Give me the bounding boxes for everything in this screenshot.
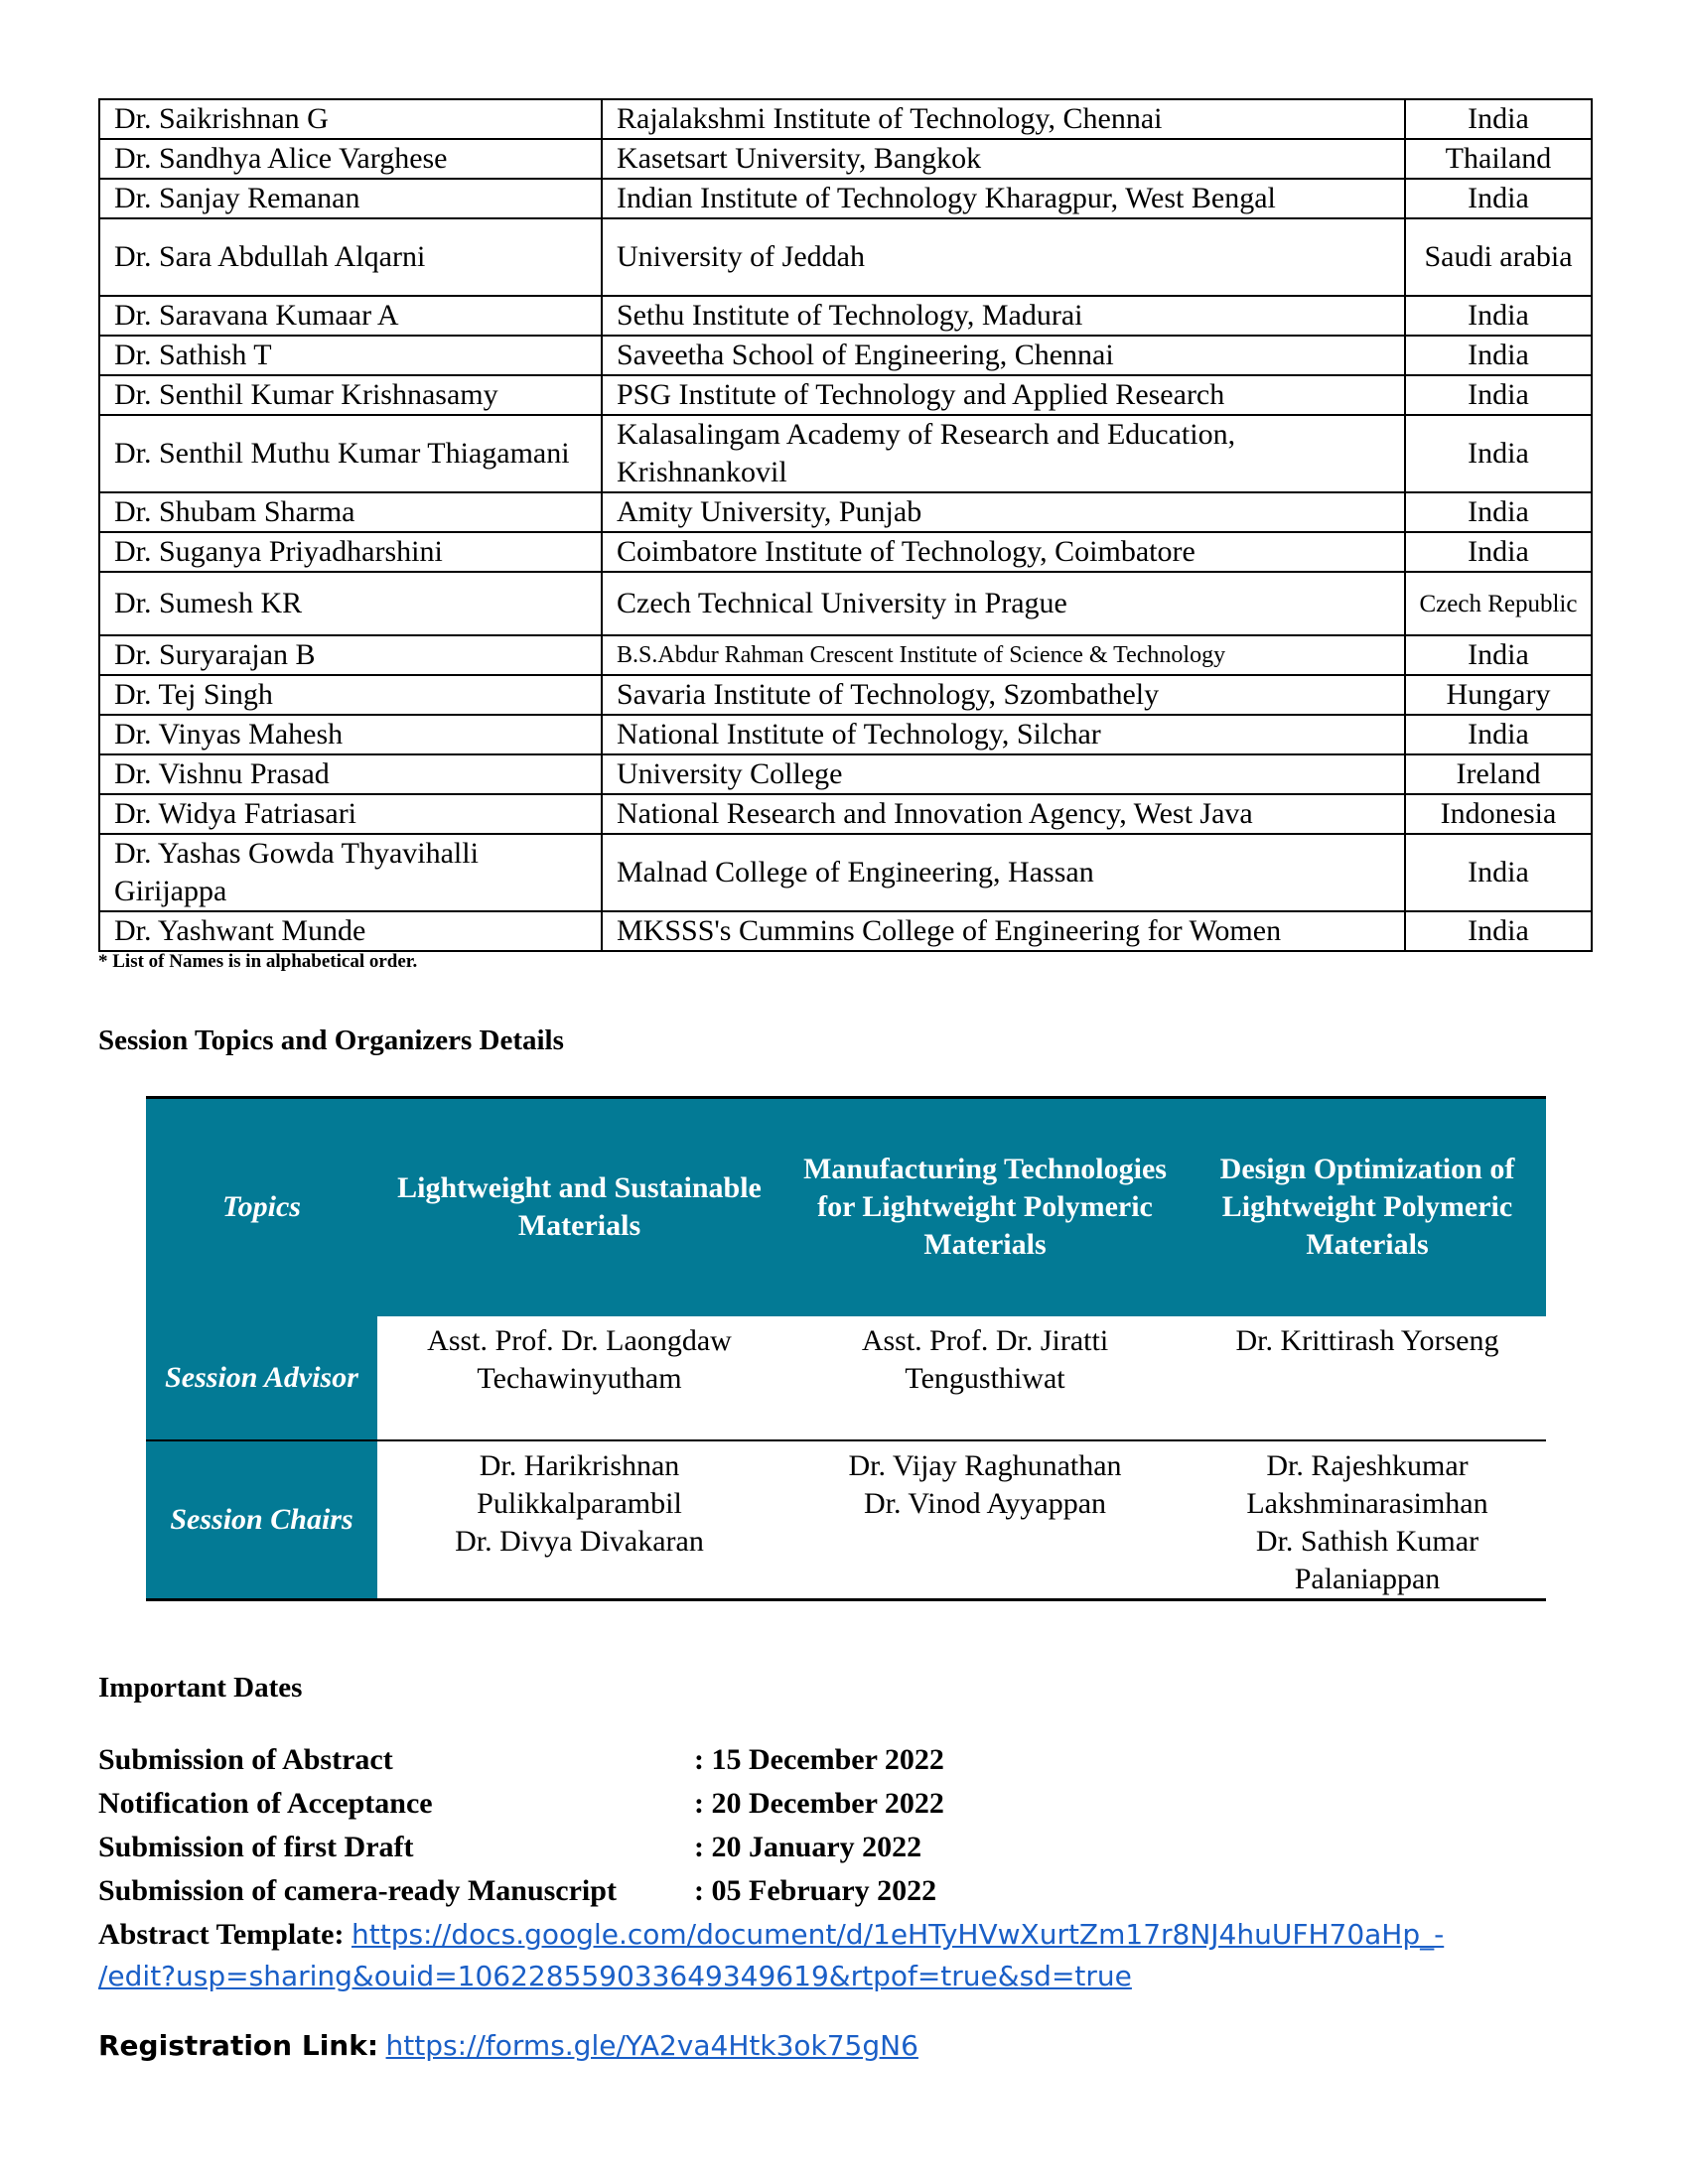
member-institution: PSG Institute of Technology and Applied Research xyxy=(602,375,1405,415)
advisor-cell xyxy=(781,1316,1189,1440)
member-institution: Czech Technical University in Prague xyxy=(602,572,1405,635)
table-row xyxy=(99,834,1592,911)
registration-label: Registration Link: xyxy=(98,2029,379,2062)
table-row xyxy=(99,572,1592,635)
chair-name-line: Pulikkalparambil xyxy=(477,1486,682,1520)
advisor-name-line: Asst. Prof. Dr. Laongdaw xyxy=(427,1323,732,1357)
topics-label: Topics xyxy=(146,1098,377,1316)
topic-header: Design Optimization of Lightweight Polymeric Materials xyxy=(1189,1098,1546,1316)
table-row xyxy=(99,635,1592,675)
table-row xyxy=(99,179,1592,218)
table-row xyxy=(99,754,1592,794)
advisor-cell xyxy=(1189,1316,1546,1440)
session-header-row xyxy=(146,1098,1546,1316)
advisor-label: Session Advisor xyxy=(146,1316,377,1440)
member-country: India xyxy=(1405,715,1592,754)
member-institution: University College xyxy=(602,754,1405,794)
member-name: Dr. Sumesh KR xyxy=(99,572,602,635)
advisor-name-line: Techawinyutham xyxy=(477,1361,682,1395)
member-country: India xyxy=(1405,532,1592,572)
date-value: : 05 February 2022 xyxy=(694,1874,937,1907)
table-row xyxy=(99,296,1592,336)
member-country: India xyxy=(1405,834,1592,911)
chair-name-line: Palaniappan xyxy=(1294,1562,1441,1595)
chair-name-line: Dr. Vijay Raghunathan xyxy=(848,1448,1122,1482)
date-label: Submission of first Draft xyxy=(98,1831,414,1863)
topic-header: Manufacturing Technologies for Lightweight Polymeric Materials xyxy=(781,1098,1189,1316)
member-country: Ireland xyxy=(1405,754,1592,794)
session-heading: Session Topics and Organizers Details xyxy=(98,1024,564,1056)
member-name: Dr. Sandhya Alice Varghese xyxy=(99,139,602,179)
member-name: Dr. Senthil Kumar Krishnasamy xyxy=(99,375,602,415)
table-row xyxy=(99,415,1592,492)
date-value: : 15 December 2022 xyxy=(694,1743,944,1776)
table-row xyxy=(99,218,1592,296)
date-value: : 20 January 2022 xyxy=(694,1831,922,1863)
member-institution: National Research and Innovation Agency, West Java xyxy=(602,794,1405,834)
topic-header: Lightweight and Sustainable Materials xyxy=(377,1098,781,1316)
chair-name-line: Lakshminarasimhan xyxy=(1246,1486,1488,1520)
dates-heading: Important Dates xyxy=(98,1672,303,1704)
table-row xyxy=(99,336,1592,375)
member-name: Dr. Sathish T xyxy=(99,336,602,375)
table-row xyxy=(99,139,1592,179)
member-country: Thailand xyxy=(1405,139,1592,179)
member-country: India xyxy=(1405,635,1592,675)
member-country: Czech Republic xyxy=(1405,572,1592,635)
member-country: India xyxy=(1405,99,1592,139)
member-country: Indonesia xyxy=(1405,794,1592,834)
table-row xyxy=(99,911,1592,951)
member-name: Dr. Yashwant Munde xyxy=(99,911,602,951)
member-institution: Coimbatore Institute of Technology, Coimbatore xyxy=(602,532,1405,572)
member-institution: National Institute of Technology, Silchar xyxy=(602,715,1405,754)
table-row xyxy=(99,715,1592,754)
members-table xyxy=(98,98,1593,952)
chair-name-line: Dr. Rajeshkumar xyxy=(1266,1448,1469,1482)
chairs-cell xyxy=(1189,1440,1546,1600)
member-institution: Amity University, Punjab xyxy=(602,492,1405,532)
footnote: * List of Names is in alphabetical order. xyxy=(98,951,418,972)
member-country: Hungary xyxy=(1405,675,1592,715)
abstract-template-link[interactable]: https://docs.google.com/document/d/1eHTyHVwXurtZm17r8NJ4huUFH70aHp_- xyxy=(351,1918,1445,1951)
date-label: Submission of camera-ready Manuscript xyxy=(98,1874,617,1907)
member-institution: B.S.Abdur Rahman Crescent Institute of Science & Technology xyxy=(602,635,1405,675)
member-institution: Malnad College of Engineering, Hassan xyxy=(602,834,1405,911)
member-name: Dr. Senthil Muthu Kumar Thiagamani xyxy=(99,415,602,492)
chairs-cell xyxy=(781,1440,1189,1600)
table-row xyxy=(99,99,1592,139)
member-country: India xyxy=(1405,336,1592,375)
member-name: Dr. Sanjay Remanan xyxy=(99,179,602,218)
chairs-label: Session Chairs xyxy=(146,1440,377,1600)
member-institution: Sethu Institute of Technology, Madurai xyxy=(602,296,1405,336)
member-name: Dr. Suryarajan B xyxy=(99,635,602,675)
member-institution: Kalasalingam Academy of Research and Education, Krishnankovil xyxy=(602,415,1405,492)
session-advisor-row xyxy=(146,1316,1546,1440)
member-name: Dr. Yashas Gowda Thyavihalli Girijappa xyxy=(99,834,602,911)
member-name: Dr. Suganya Priyadharshini xyxy=(99,532,602,572)
member-name: Dr. Sara Abdullah Alqarni xyxy=(99,218,602,296)
member-institution: University of Jeddah xyxy=(602,218,1405,296)
member-institution: Saveetha School of Engineering, Chennai xyxy=(602,336,1405,375)
chair-name-line: Dr. Harikrishnan xyxy=(479,1448,680,1482)
table-row xyxy=(99,794,1592,834)
member-country: India xyxy=(1405,296,1592,336)
member-institution: Rajalakshmi Institute of Technology, Chennai xyxy=(602,99,1405,139)
abstract-template-link-cont[interactable]: /edit?usp=sharing&ouid=106228559033649349619&rtpof=true&sd=true xyxy=(98,1960,1132,1992)
date-label: Notification of Acceptance xyxy=(98,1787,433,1820)
member-country: Saudi arabia xyxy=(1405,218,1592,296)
chair-name-line: Dr. Divya Divakaran xyxy=(455,1524,704,1558)
member-country: India xyxy=(1405,911,1592,951)
session-chairs-row xyxy=(146,1440,1546,1600)
member-institution: Indian Institute of Technology Kharagpur, West Bengal xyxy=(602,179,1405,218)
registration-link[interactable]: https://forms.gle/YA2va4Htk3ok75gN6 xyxy=(385,2029,918,2062)
registration xyxy=(98,2025,918,2067)
table-row xyxy=(99,492,1592,532)
member-institution: Savaria Institute of Technology, Szombathely xyxy=(602,675,1405,715)
members-table-body xyxy=(99,99,1592,951)
member-name: Dr. Saikrishnan G xyxy=(99,99,602,139)
table-row xyxy=(99,375,1592,415)
member-country: India xyxy=(1405,492,1592,532)
member-name: Dr. Tej Singh xyxy=(99,675,602,715)
advisor-name-line: Tengusthiwat xyxy=(905,1361,1065,1395)
member-name: Dr. Vishnu Prasad xyxy=(99,754,602,794)
abstract-template xyxy=(98,1914,1444,1997)
member-country: India xyxy=(1405,375,1592,415)
member-name: Dr. Shubam Sharma xyxy=(99,492,602,532)
date-value: : 20 December 2022 xyxy=(694,1787,944,1820)
session-table xyxy=(146,1096,1546,1601)
member-institution: Kasetsart University, Bangkok xyxy=(602,139,1405,179)
chair-name-line: Dr. Vinod Ayyappan xyxy=(863,1486,1107,1520)
advisor-name-line: Dr. Krittirash Yorseng xyxy=(1235,1323,1499,1357)
member-name: Dr. Saravana Kumaar A xyxy=(99,296,602,336)
member-name: Dr. Widya Fatriasari xyxy=(99,794,602,834)
abstract-template-label: Abstract Template: xyxy=(98,1918,345,1951)
member-institution: MKSSS's Cummins College of Engineering for Women xyxy=(602,911,1405,951)
member-country: India xyxy=(1405,415,1592,492)
chairs-cell xyxy=(377,1440,781,1600)
advisor-name-line: Asst. Prof. Dr. Jiratti xyxy=(861,1323,1109,1357)
member-name: Dr. Vinyas Mahesh xyxy=(99,715,602,754)
member-country: India xyxy=(1405,179,1592,218)
chair-name-line: Dr. Sathish Kumar xyxy=(1255,1524,1479,1558)
advisor-cell xyxy=(377,1316,781,1440)
date-label: Submission of Abstract xyxy=(98,1743,393,1776)
table-row xyxy=(99,532,1592,572)
table-row xyxy=(99,675,1592,715)
